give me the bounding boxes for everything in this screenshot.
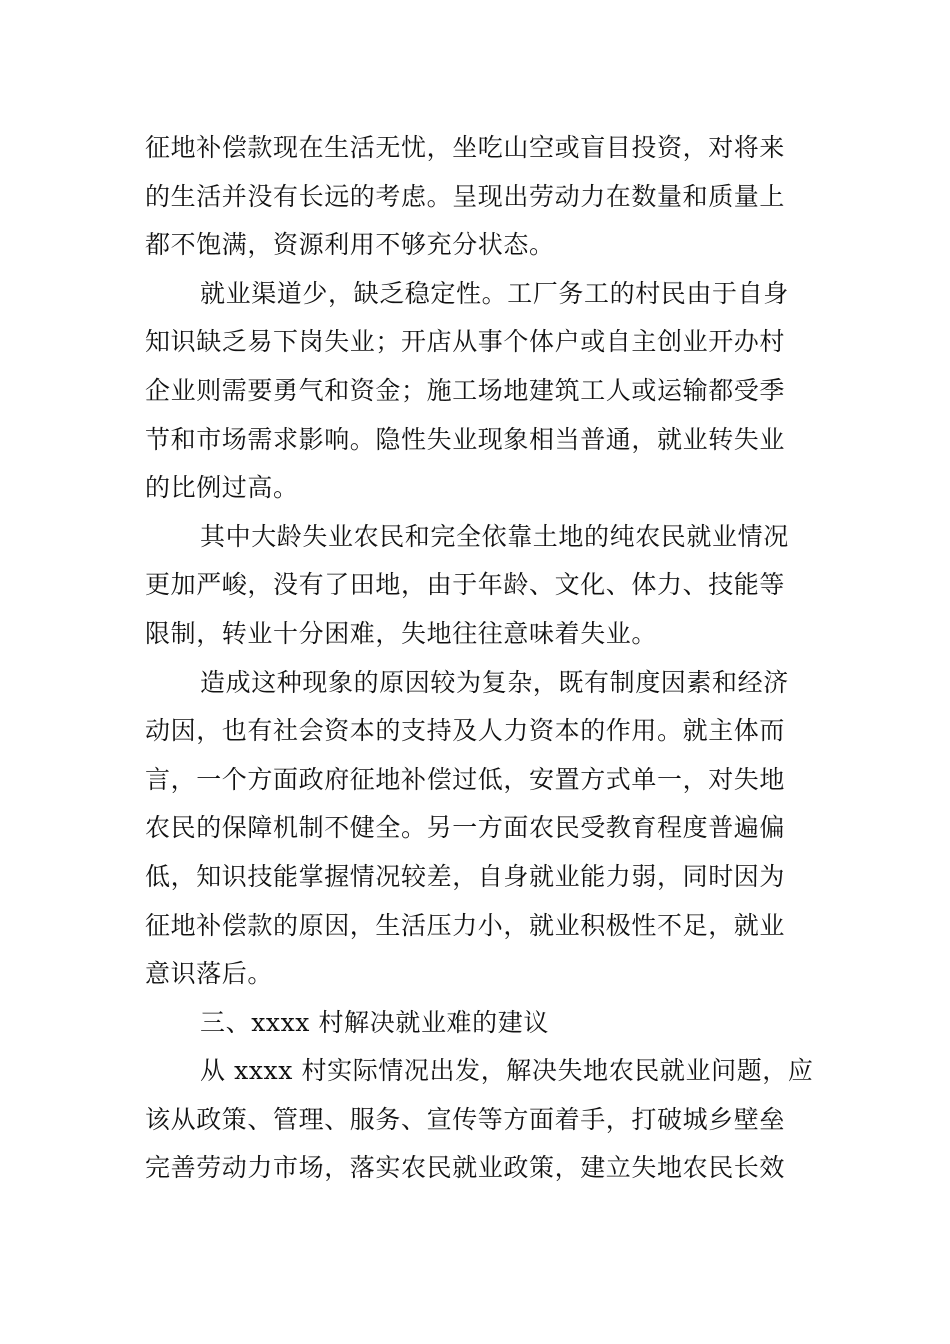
paragraph-line: 农民的保障机制不健全。另一方面农民受教育程度普遍偏 [145,813,786,843]
paragraph-line: 言，一个方面政府征地补偿过低，安置方式单一，对失地 [145,764,786,794]
paragraph-line: 节和市场需求影响。隐性失业现象相当普通，就业转失业 [145,424,786,454]
paragraph-line: 征地补偿款的原因，生活压力小，就业积极性不足，就业 [145,910,786,940]
paragraph-line: 从 xxxx 村实际情况出发，解决失地农民就业问题，应 [200,1056,814,1086]
paragraph-line: 其中大龄失业农民和完全依靠土地的纯农民就业情况 [200,521,789,551]
section-heading: 三、xxxx 村解决就业难的建议 [200,1007,549,1037]
paragraph-line: 意识落后。 [145,959,274,989]
paragraph-line: 就业渠道少，缺乏稳定性。工厂务工的村民由于自身 [200,278,789,308]
paragraph-line: 都不饱满，资源利用不够充分状态。 [145,230,555,260]
document-body [145,124,814,1193]
paragraph-line: 低，知识技能掌握情况较差，自身就业能力弱，同时因为 [145,861,786,891]
paragraph-line: 的生活并没有长远的考虑。呈现出劳动力在数量和质量上 [145,181,786,211]
paragraph-line: 造成这种现象的原因较为复杂，既有制度因素和经济 [200,667,789,697]
paragraph-line: 征地补偿款现在生活无忧，坐吃山空或盲目投资，对将来 [145,133,786,162]
paragraph-line: 更加严峻，没有了田地，由于年龄、文化、体力、技能等 [145,570,786,600]
paragraph-line: 知识缺乏易下岗失业；开店从事个体户或自主创业开办村 [145,327,786,357]
paragraph-line: 限制，转业十分困难，失地往往意味着失业。 [145,618,658,648]
paragraph-line: 完善劳动力市场，落实农民就业政策，建立失地农民长效 [145,1153,786,1183]
paragraph-line: 的比例过高。 [145,473,299,503]
paragraph-line: 企业则需要勇气和资金；施工场地建筑工人或运输都受季 [145,375,786,405]
paragraph-line: 动因，也有社会资本的支持及人力资本的作用。就主体而 [145,716,786,746]
paragraph-line: 该从政策、管理、服务、宣传等方面着手，打破城乡壁垒 [145,1104,786,1134]
